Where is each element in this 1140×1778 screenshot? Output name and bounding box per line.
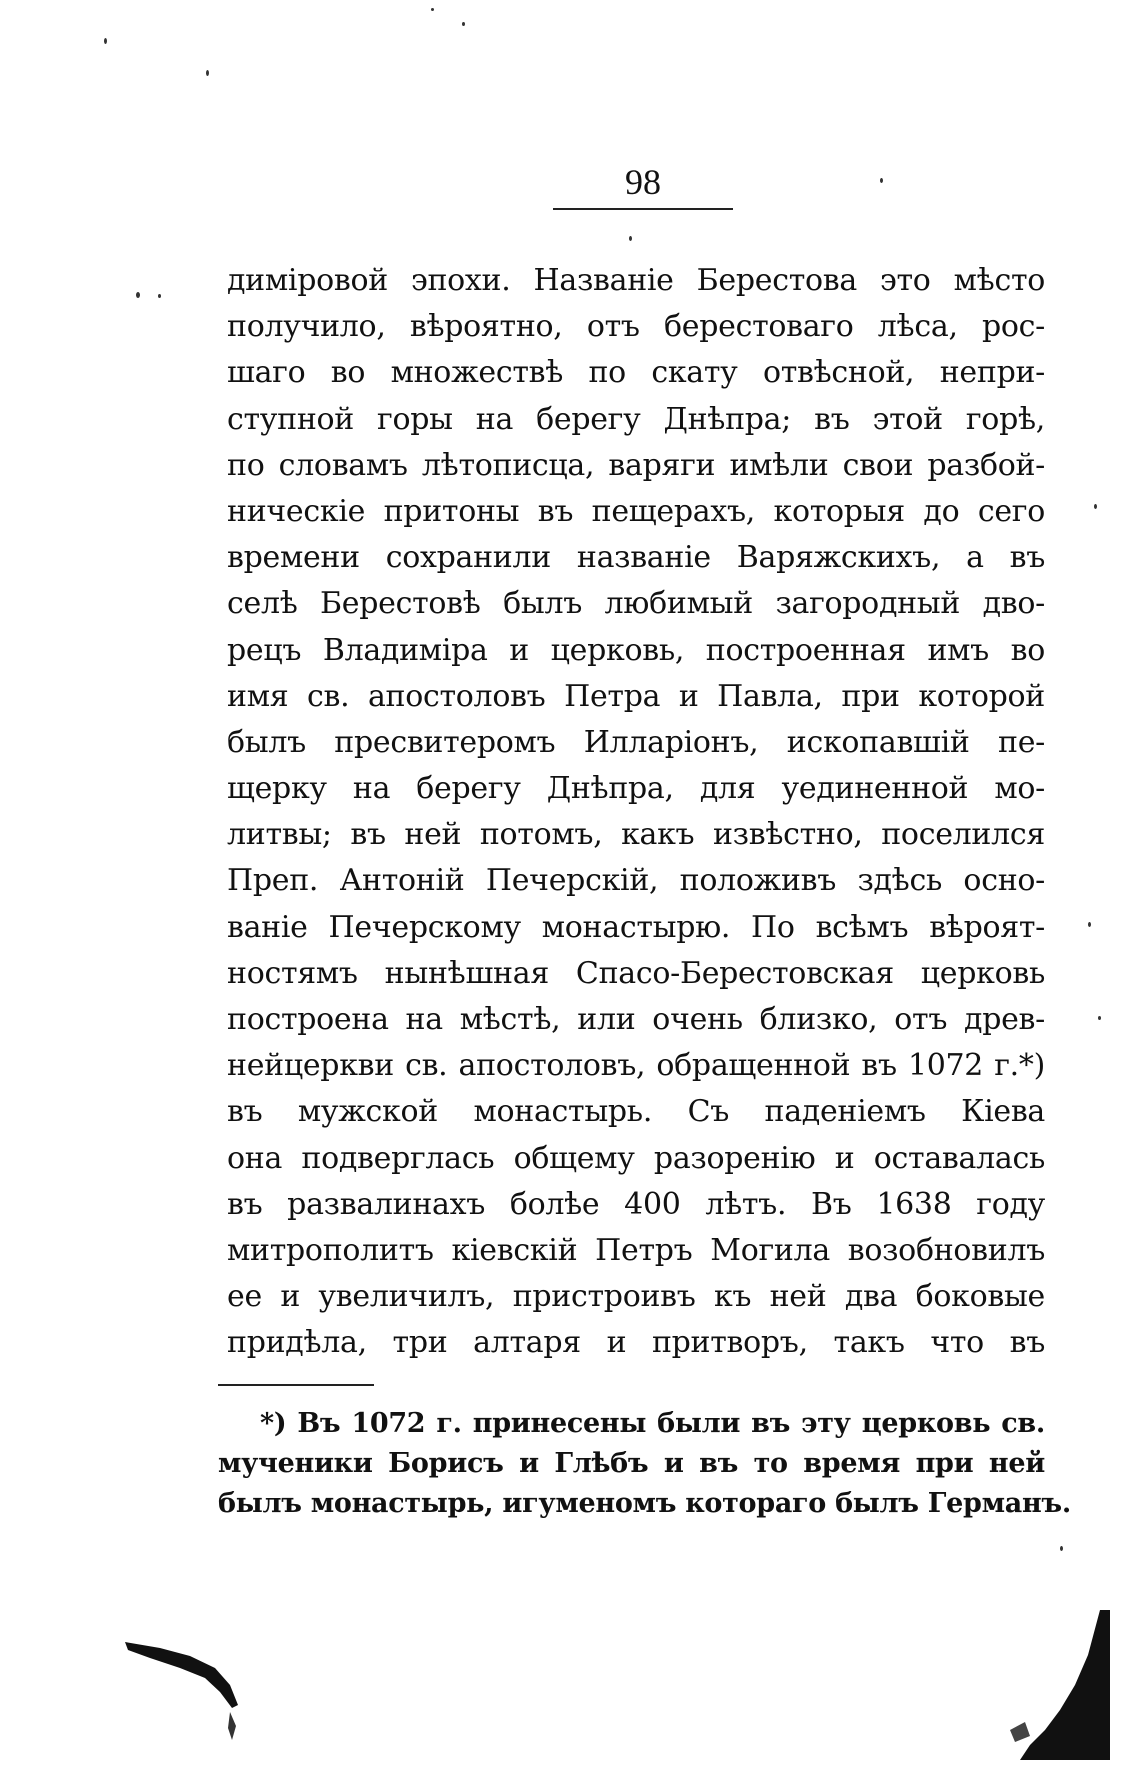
body-line: придѣла, три алтаря и притворъ, такъ что въ	[227, 1325, 1045, 1361]
footnote-line: *) Въ 1072 г. принесены были въ эту церковь св.	[260, 1408, 1045, 1439]
body-line: димірoвой эпохи. Названіе Берестова это мѣсто	[227, 263, 1045, 298]
scan-speck	[158, 294, 161, 298]
footnote	[218, 1404, 1071, 1524]
scan-speck	[206, 70, 209, 76]
body-line: былъ пресвитеромъ Илларіонъ, ископавшій пе-	[227, 724, 1045, 760]
body-line: имя св. апостоловъ Петра и Павла, при которой	[227, 678, 1045, 714]
scan-speck	[1098, 1016, 1101, 1020]
scan-speck	[880, 178, 883, 183]
body-line: митрополитъ кіевскій Петръ Могила возобновилъ	[227, 1232, 1045, 1268]
scan-speck	[462, 22, 465, 26]
scan-speck	[629, 236, 632, 241]
page-number-rule	[553, 208, 733, 210]
body-line: построена на мѣстѣ, или очень близко, отъ древ-	[227, 1002, 1045, 1037]
body-line: получило, вѣроятно, отъ берестоваго лѣса, рос-	[227, 309, 1045, 345]
scan-speck	[431, 8, 434, 11]
scan-speck	[1060, 1546, 1063, 1551]
body-line: ностямъ нынѣшная Спасо-Берестовская церковь	[227, 955, 1045, 991]
body-line: ступной горы на берегу Днѣпра; въ этой горѣ,	[227, 401, 1045, 437]
body-line: литвы; въ ней потомъ, какъ извѣстно, поселился	[227, 817, 1045, 853]
body-text	[227, 258, 1045, 1367]
scan-speck	[1094, 504, 1097, 509]
scan-speck	[1088, 922, 1091, 927]
footnote-line: былъ монастырь, игуменомъ котораго былъ Германъ.	[218, 1488, 1071, 1519]
body-line: шаго во множествѣ по скату отвѣсной, непри-	[227, 355, 1045, 391]
scan-smudge-right	[1000, 1610, 1110, 1760]
body-line: времени сохранили названіе Варяжскихъ, а въ	[227, 540, 1045, 576]
scan-speck	[104, 38, 107, 44]
body-line: по словамъ лѣтописца, варяги имѣли свои разбой-	[227, 447, 1045, 483]
footnote-rule	[218, 1384, 374, 1386]
page-number: 98	[625, 162, 661, 202]
body-line: нейцеркви св. апостоловъ, обращенной въ 1072 г.*)	[227, 1048, 1045, 1084]
body-line: она подверглась общему разоренію и оставалась	[227, 1140, 1045, 1176]
body-line: селѣ Берестовѣ былъ любимый загородный дво-	[227, 586, 1045, 622]
body-line: Преп. Антоній Печерскій, положивъ здѣсь осно-	[227, 863, 1045, 899]
body-line: ваніе Печерскому монастырю. По всѣмъ вѣроят-	[227, 909, 1045, 945]
body-line: въ развалинахъ болѣе 400 лѣтъ. Въ 1638 году	[227, 1186, 1045, 1222]
body-line: щерку на берегу Днѣпра, для уединенной мо-	[227, 771, 1045, 807]
body-line: рецъ Владиміра и церковь, построенная имъ во	[227, 632, 1045, 668]
body-line: ее и увеличилъ, пристроивъ къ ней два боковые	[227, 1279, 1045, 1315]
footnote-line: мученики Борисъ и Глѣбъ и въ то время при ней	[218, 1448, 1045, 1479]
body-line: ническіе притоны въ пещерахъ, которыя до сего	[227, 493, 1045, 529]
scan-speck	[136, 292, 140, 298]
body-line: въ мужской монастырь. Съ паденіемъ Кіева	[227, 1094, 1045, 1130]
scan-smudge-left	[120, 1630, 280, 1750]
